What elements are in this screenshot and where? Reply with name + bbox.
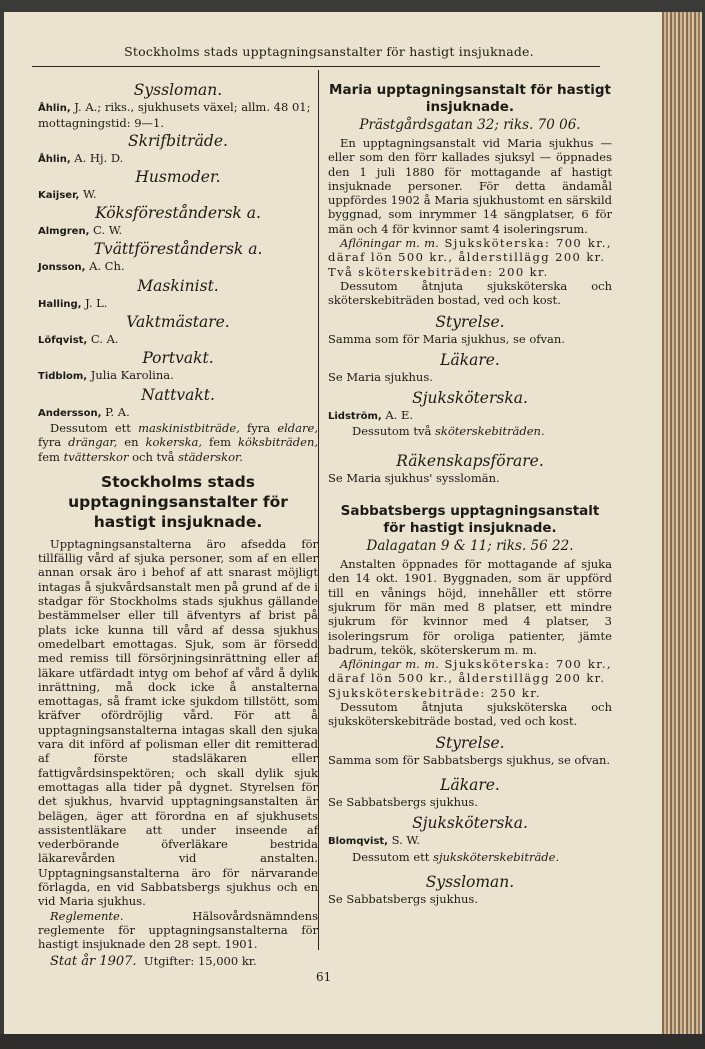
staff-entry: Åhlin, A. Hj. D.	[38, 150, 124, 165]
section-title: Sjuksköterska.	[412, 814, 528, 833]
section-title: Syssloman.	[133, 81, 223, 99]
staff-entry: Almgren, C. W.	[38, 223, 123, 238]
sabbatsberg-wages-3: Dessutom åtnjuta sjuksköterska och sjuksköterskebiträde bostad, ved och kost.	[328, 700, 612, 729]
section-title: Läkare.	[440, 350, 500, 369]
section-title: Räkenskapsförare.	[396, 451, 544, 470]
section-title: Syssloman.	[425, 872, 515, 891]
maria-text: En upptagningsanstalt vid Maria sjukhus — eller som den förr kallades sjuksyl — öppnades den 1 juli 1880 för mottagande af hastigt insjuknade personer. För detta ändamål uppfördes 1902 å Maria sjukhustomt en särskild byggnad, som inrymmer 14 sängplatser, 6 för män och 4 för kvinnor samt 4 isoleringsrum.	[328, 136, 612, 236]
maria-rak: Se Maria sjukhus' sysslomän.	[328, 470, 500, 485]
staff-entry: Kaijser, W.	[38, 186, 97, 201]
staff-entry: Åhlin, J. A.; riks., sjukhusets växel; allm. 48 01; mottagningstid: 9—1.	[38, 100, 311, 131]
maria-wages: Aflöningar m. m. Sjuksköterska: 700 kr., däraf lön 500 kr., ålderstillägg 200 kr.	[328, 236, 612, 265]
running-title: Stockholms stads upptagningsanstalter för hastigt insjuknade.	[124, 44, 534, 59]
sabbatsberg-address: Dalagatan 9 & 11; riks. 56 22.	[366, 538, 574, 555]
staff-entry: Halling, J. L.	[38, 295, 108, 310]
staff-entry: Tidblom, Julia Karolina.	[38, 368, 174, 383]
header-rule	[32, 66, 600, 67]
section-title: Styrelse.	[435, 312, 505, 331]
maria-address: Prästgårdsgatan 32; riks. 70 06.	[359, 117, 581, 133]
section-title: Nattvakt.	[141, 385, 215, 404]
maria-extra: Dessutom två sköterskebiträden.	[352, 424, 545, 439]
sabbatsberg-wages-2: Sjuksköterskebiträde: 250 kr.	[328, 685, 541, 700]
maria-heading: Maria upptagningsanstalt för hastigt insjuknade.	[329, 82, 611, 115]
stat-line: Stat år 1907. Utgifter: 15,000 kr.	[50, 954, 257, 970]
section-title: Tvättföreståndersk a.	[93, 240, 263, 259]
staff-entry: Jonsson, A. Ch.	[38, 259, 125, 274]
section-title: Styrelse.	[435, 733, 505, 752]
staff-note: Dessutom ett maskinistbiträde, fyra eldare, fyra drängar, en kokerska, fem köksbiträden, fem tvätterskor och två städerskor.	[38, 420, 319, 464]
left-column	[38, 80, 318, 970]
staff-entry: Blomqvist, S. W.	[328, 833, 420, 848]
sabbatsberg-styrelse: Samma som för Sabbatsbergs sjukhus, se ofvan.	[328, 752, 611, 767]
page-number: 61	[316, 970, 332, 984]
section-title: Maskinist.	[137, 276, 219, 295]
sabbatsberg-text: Anstalten öppnades för mottagande af sjuka den 14 okt. 1901. Byggnaden, som är uppförd till en vånings höjd, innehåller ett större sjukrum för män med 8 platser, ett mindre sjukrum för kvinnor med 4 platser, 3 isoleringsrum för oroliga patienter, jämte badrum, tekök, sköterskerum m. m.	[328, 557, 612, 657]
main-text: Upptagningsanstalterna äro afsedda för tillfällig vård af sjuka personer, som af en eller annan orsak äro i behof af att snarast möjligt intagas å sjukvårdsanstalt men på grund af de i stadgar för Stockholms stads sjukhus gällande bestämmelser eller till äfventyrs af brist på plats icke kunna till vård af dessa sjukhus omedelbart emottagas. Sjuk, som är försedd med remiss till försörjningsinrättning eller af läkare utfärdadt intyg om behof af vård å dylik inrättning, må dock icke å anstalterna emottagas, så framt icke sjukdom tillstött, som kräfver ofördröjlig vård. För att å upptagningsanstalterna intagas skall den sjuka vara dit införd af polisman eller dit remitterad af förste stadsläkaren eller fattigvårdsinspektören; och skall dylik sjuk emottagas alla tider på dygnet. Styrelsen för det sjukhus, hvarvid upptagningsanstalten är belägen, äger att förordna en af sjukhusets assistentläkare att under inseende af vederbörande öfverläkare bestrida läkarevården vid anstalten. Upptagningsanstalterna äro för närvarande förlagda, en vid Sabbatsbergs sjukhus och en vid Maria sjukhus.	[38, 536, 318, 909]
column-divider	[318, 70, 319, 950]
section-title: Köksföreståndersk a.	[95, 204, 261, 223]
right-column	[328, 82, 612, 906]
maria-wages-2: Två sköterskebiträden: 200 kr.	[328, 264, 549, 279]
section-title: Sjuksköterska.	[412, 389, 528, 408]
reglemente: Reglemente. Hälsovårdsnämndens reglemente för upptagningsanstalterna för hastigt insjuknade den 28 sept. 1901.	[38, 908, 318, 952]
sabbatsberg-heading: Sabbatsbergs upptagningsanstalt för hastigt insjuknade.	[340, 503, 600, 537]
section-title: Skrifbiträde.	[128, 131, 228, 150]
section-title: Portvakt.	[142, 349, 214, 368]
book-bottom-edge	[0, 1034, 705, 1049]
staff-entry: Lidström, A. E.	[328, 408, 414, 423]
sabbatsberg-lakare: Se Sabbatsbergs sjukhus.	[328, 794, 478, 809]
maria-styrelse: Samma som för Maria sjukhus, se ofvan.	[328, 331, 565, 346]
sabbatsberg-extra: Dessutom ett sjuksköterskebiträde.	[352, 849, 560, 864]
maria-wages-3: Dessutom åtnjuta sjuksköterska och sköterskebiträden bostad, ved och kost.	[328, 278, 612, 308]
staff-entry: Andersson, P. A.	[38, 404, 130, 419]
staff-entry: Löfqvist, C. A.	[38, 332, 119, 347]
page-edges	[662, 12, 702, 1037]
main-heading: Stockholms stads upptagningsanstalter för hastigt insjuknade.	[68, 472, 288, 531]
section-title: Vaktmästare.	[126, 313, 230, 332]
section-title: Läkare.	[440, 775, 500, 794]
sabbatsberg-syss: Se Sabbatsbergs sjukhus.	[328, 891, 478, 906]
maria-lakare: Se Maria sjukhus.	[328, 369, 433, 384]
sabbatsberg-wages: Aflöningar m. m. Sjuksköterska: 700 kr., däraf lön 500 kr., ålderstillägg 200 kr.	[328, 657, 612, 686]
section-title: Husmoder.	[135, 167, 221, 186]
